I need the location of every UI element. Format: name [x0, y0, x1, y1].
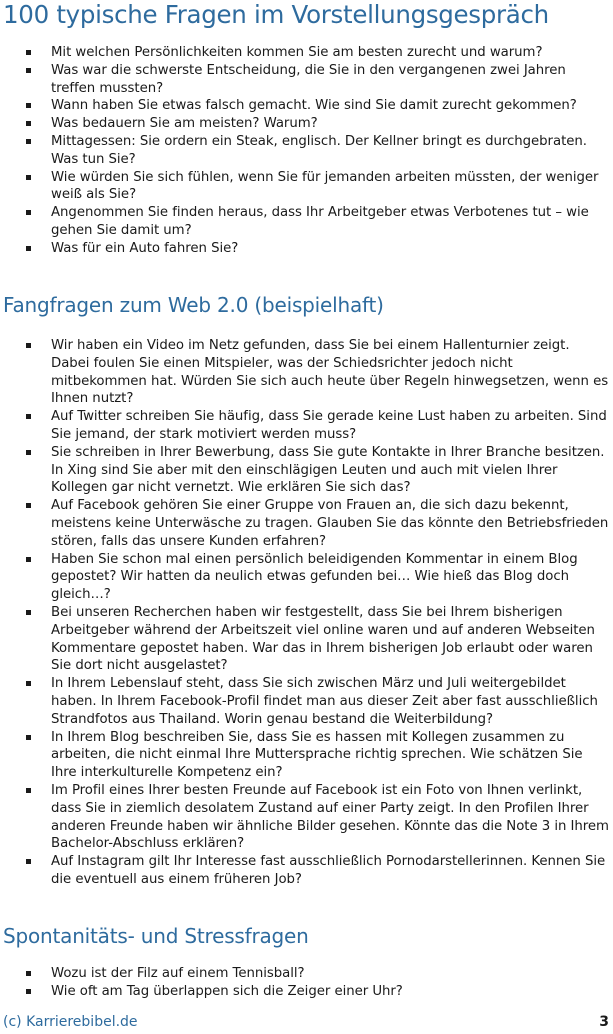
question-text: Angenommen Sie finden heraus, dass Ihr Arbeitgeber etwas Verbotenes tut – wie gehen Sie damit um?: [51, 205, 589, 238]
question-text: Im Profil eines Ihrer besten Freunde auf Facebook ist ein Foto von Ihnen verlinkt, dass Sie in ziemlich desolatem Zustand auf einer Party zeigt. In den Profilen Ihrer anderen Freunde haben wir ähnliche Bilder gesehen. Könnte das die Note 3 in Ihrem Bachelor-Abschluss erklären?: [51, 782, 609, 852]
question-list-fangfragen-web: [24, 337, 610, 889]
question-text: Haben Sie schon mal einen persönlich beleidigenden Kommentar in einem Blog gepostet? Wir hatten da neulich etwas gefunden bei… Wie hieß das Blog doch gleich…?: [51, 551, 578, 603]
question-item: [24, 551, 610, 604]
question-text: Mittagessen: Sie ordern ein Steak, englisch. Der Kellner bringt es durchgebraten. Was tun Sie?: [51, 133, 587, 167]
square-bullet-icon: [26, 859, 31, 864]
question-item: [24, 133, 610, 169]
footer-source: (c) Karrierebibel.de: [3, 1014, 138, 1030]
question-item: [24, 204, 610, 240]
square-bullet-icon: [26, 503, 31, 508]
question-item: [24, 97, 610, 115]
question-text: Was bedauern Sie am meisten? Warum?: [51, 116, 318, 132]
question-item: [24, 604, 610, 675]
question-item: [24, 782, 610, 853]
question-text: Auf Twitter schreiben Sie häufig, dass Sie gerade keine Lust haben zu arbeiten. Sind Sie jemand, der stark motiviert werden muss?: [51, 409, 607, 442]
square-bullet-icon: [26, 50, 31, 55]
question-item: [24, 675, 610, 728]
question-text: Auf Facebook gehören Sie einer Gruppe von Frauen an, die sich dazu bekennt, meistens keine Unterwäsche zu tragen. Glauben Sie das könnte den Betriebsfrieden stören, falls das unsere Kunden erfahren?: [51, 498, 609, 549]
section-heading-stressfragen: Spontanitäts- und Stressfragen: [3, 924, 309, 948]
square-bullet-icon: [26, 414, 31, 419]
question-item: [24, 337, 610, 408]
question-item: [24, 44, 610, 62]
square-bullet-icon: [26, 450, 31, 455]
question-text: Wir haben ein Video im Netz gefunden, dass Sie bei einem Hallenturnier zeigt. Dabei foulen Sie einen Mitspieler, was der Schiedsrichter jedoch nicht mitbekommen hat. Würden Sie sich auch heute über Regeln hinwegsetzen, wenn es Ihnen nutzt?: [51, 338, 609, 407]
question-item: [24, 444, 610, 497]
question-item: [24, 115, 610, 133]
question-list-typische-fragen: [24, 44, 610, 258]
page-number: 3: [599, 1014, 609, 1030]
question-list-stressfragen: [24, 965, 610, 1001]
question-text: Bei unseren Recherchen haben wir festgestellt, dass Sie bei Ihrem bisherigen Arbeitgeber während der Arbeitszeit viel online waren und auf anderen Webseiten Kommentare gepostet haben. War das in Ihrem bisherigen Job erlaubt oder waren Sie dort nicht ausgelastet?: [51, 604, 595, 674]
section-heading-typische-fragen: 100 typische Fragen im Vorstellungsgespräch: [3, 0, 549, 29]
square-bullet-icon: [26, 175, 31, 180]
square-bullet-icon: [26, 610, 31, 615]
square-bullet-icon: [26, 343, 31, 348]
square-bullet-icon: [26, 246, 31, 251]
question-item: [24, 853, 610, 889]
question-item: [24, 497, 610, 550]
question-text: Sie schreiben in Ihrer Bewerbung, dass Sie gute Kontakte in Ihrer Branche besitzen. In Xing sind Sie aber mit den einschlägigen Leuten und auch mit vielen Ihrer Kollegen gar nicht vernetzt. Wie erklären Sie sich das?: [51, 444, 605, 496]
square-bullet-icon: [26, 681, 31, 686]
question-item: [24, 729, 610, 782]
question-text: Mit welchen Persönlichkeiten kommen Sie am besten zurecht und warum?: [51, 45, 543, 60]
question-text: Was war die schwerste Entscheidung, die Sie in den vergangenen zwei Jahren treffen mussten?: [51, 62, 566, 96]
question-item: [24, 169, 610, 205]
question-text: Was für ein Auto fahren Sie?: [51, 240, 239, 256]
square-bullet-icon: [26, 103, 31, 108]
question-text: In Ihrem Lebenslauf steht, dass Sie sich zwischen März und Juli weitergebildet haben. In Ihrem Facebook-Profil findet man aus dieser Zeit aber fast ausschließlich Strandfotos aus Thailand. Worin genau bestand die Weiterbildung?: [51, 676, 598, 727]
square-bullet-icon: [26, 971, 31, 976]
question-text: Wie oft am Tag überlappen sich die Zeiger einer Uhr?: [51, 983, 403, 999]
section-heading-fangfragen-web: Fangfragen zum Web 2.0 (beispielhaft): [3, 293, 384, 317]
question-item: [24, 62, 610, 98]
question-text: In Ihrem Blog beschreiben Sie, dass Sie es hassen mit Kollegen zusammen zu arbeiten, die nicht einmal Ihre Muttersprache richtig sprechen. Wie schätzen Sie Ihre interkulturelle Kompetenz ein?: [51, 729, 583, 781]
question-text: Wann haben Sie etwas falsch gemacht. Wie sind Sie damit zurecht gekommen?: [51, 98, 577, 114]
question-item: [24, 240, 610, 258]
square-bullet-icon: [26, 735, 31, 740]
square-bullet-icon: [26, 139, 31, 144]
question-text: Auf Instagram gilt Ihr Interesse fast ausschließlich Pornodarstellerinnen. Kennen Sie die eventuell aus einem früheren Job?: [51, 854, 606, 887]
square-bullet-icon: [26, 788, 31, 793]
square-bullet-icon: [26, 989, 31, 994]
square-bullet-icon: [26, 121, 31, 126]
question-item: [24, 408, 610, 444]
question-item: [24, 965, 610, 983]
question-item: [24, 983, 610, 1001]
question-text: Wozu ist der Filz auf einem Tennisball?: [51, 966, 305, 981]
square-bullet-icon: [26, 210, 31, 215]
question-text: Wie würden Sie sich fühlen, wenn Sie für jemanden arbeiten müssten, der weniger weiß als Sie?: [51, 169, 599, 203]
square-bullet-icon: [26, 557, 31, 562]
square-bullet-icon: [26, 68, 31, 73]
